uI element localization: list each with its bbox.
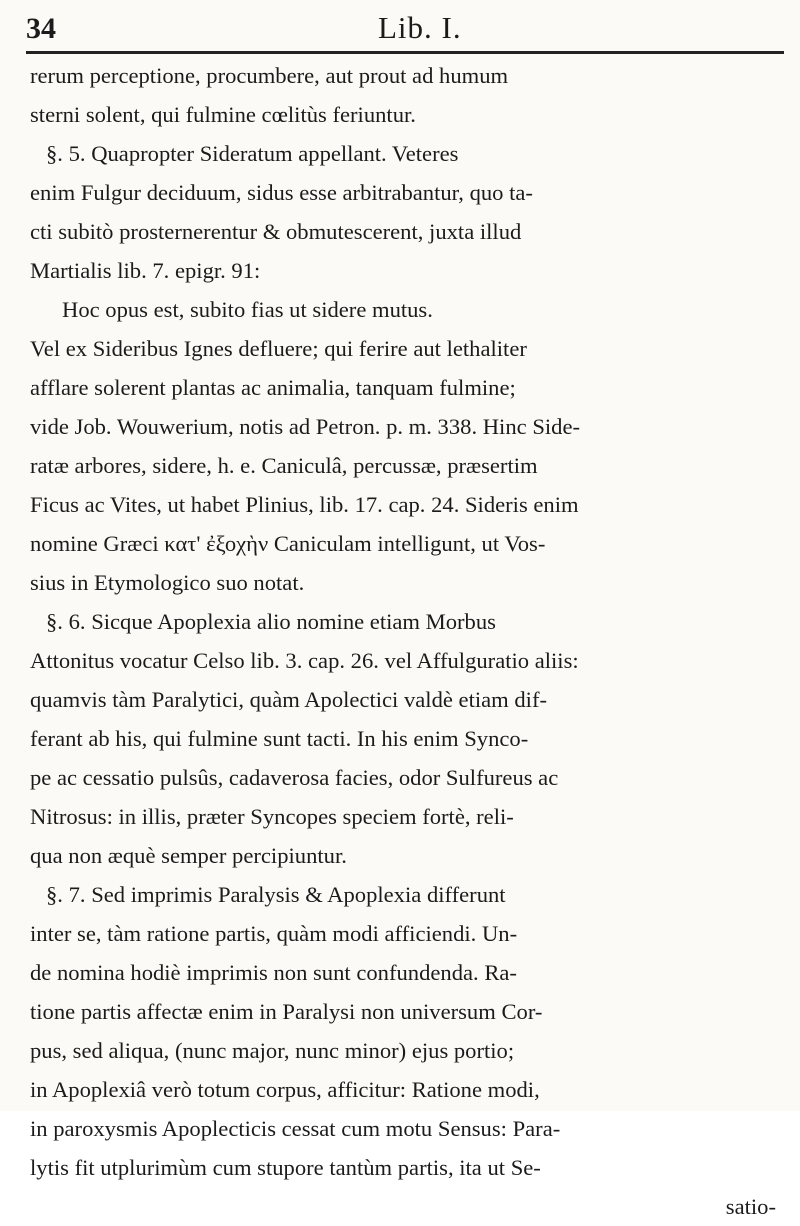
verse-line: Hoc opus est, subito fias ut sidere mutus. bbox=[62, 297, 433, 322]
text-line: §. 6. Sicque Apoplexia alio nomine etiam Morbus bbox=[46, 609, 496, 634]
text-line: de nomina hodiè imprimis non sunt confundenda. Ra- bbox=[30, 960, 517, 985]
text-line: inter se, tàm ratione partis, quàm modi afficiendi. Un- bbox=[30, 921, 518, 946]
body-text bbox=[30, 56, 790, 1226]
text-line: ratæ arbores, sidere, h. e. Caniculâ, percussæ, præsertim bbox=[30, 453, 538, 478]
text-line: ferant ab his, qui fulmine sunt tacti. In his enim Synco- bbox=[30, 726, 529, 751]
text-line: §. 5. Quapropter Sideratum appellant. Veteres bbox=[46, 141, 459, 166]
text-line: tione partis affectæ enim in Paralysi non universum Cor- bbox=[30, 999, 543, 1024]
catchword: satio- bbox=[725, 1194, 776, 1219]
text-line: Martialis lib. 7. epigr. 91: bbox=[30, 258, 261, 283]
text-line: rerum perceptione, procumbere, aut prout ad humum bbox=[30, 63, 509, 88]
running-head bbox=[26, 10, 784, 50]
text-line: Nitrosus: in illis, præter Syncopes speciem fortè, reli- bbox=[30, 804, 514, 829]
text-line: Attonitus vocatur Celso lib. 3. cap. 26. vel Affulguratio aliis: bbox=[30, 648, 579, 673]
header-rule bbox=[26, 51, 784, 54]
text-line: afflare solerent plantas ac animalia, tanquam fulmine; bbox=[30, 375, 516, 400]
text-line: sterni solent, qui fulmine cœlitùs feriuntur. bbox=[30, 102, 416, 127]
text-line: pe ac cessatio pulsûs, cadaverosa facies, odor Sulfureus ac bbox=[30, 765, 559, 790]
text-line: in Apoplexiâ verò totum corpus, afficitur: Ratione modi, bbox=[30, 1077, 540, 1102]
text-line: Vel ex Sideribus Ignes defluere; qui ferire aut lethaliter bbox=[30, 336, 527, 361]
text-line: vide Job. Wouwerium, notis ad Petron. p. m. 338. Hinc Side- bbox=[30, 414, 581, 439]
text-line: lytis fit utplurimùm cum stupore tantùm partis, ita ut Se- bbox=[30, 1155, 541, 1180]
text-line: cti subitò prosternerentur & obmutescerent, juxta illud bbox=[30, 219, 522, 244]
text-line: §. 7. Sed imprimis Paralysis & Apoplexia differunt bbox=[46, 882, 506, 907]
book-label: Lib. I. bbox=[378, 10, 462, 45]
page-number: 34 bbox=[26, 12, 56, 45]
text-line: quamvis tàm Paralytici, quàm Apolectici valdè etiam dif- bbox=[30, 687, 547, 712]
text-line: Ficus ac Vites, ut habet Plinius, lib. 17. cap. 24. Sideris enim bbox=[30, 492, 579, 517]
text-line: sius in Etymologico suo notat. bbox=[30, 570, 305, 595]
text-line: in paroxysmis Apoplecticis cessat cum motu Sensus: Para- bbox=[30, 1116, 561, 1141]
text-line: nomine Græci κατ' ἐξοχὴν Caniculam intelligunt, ut Vos- bbox=[30, 531, 546, 556]
text-line: qua non æquè semper percipiuntur. bbox=[30, 843, 347, 868]
text-line: pus, sed aliqua, (nunc major, nunc minor) ejus portio; bbox=[30, 1038, 515, 1063]
text-line: enim Fulgur deciduum, sidus esse arbitrabantur, quo ta- bbox=[30, 180, 533, 205]
